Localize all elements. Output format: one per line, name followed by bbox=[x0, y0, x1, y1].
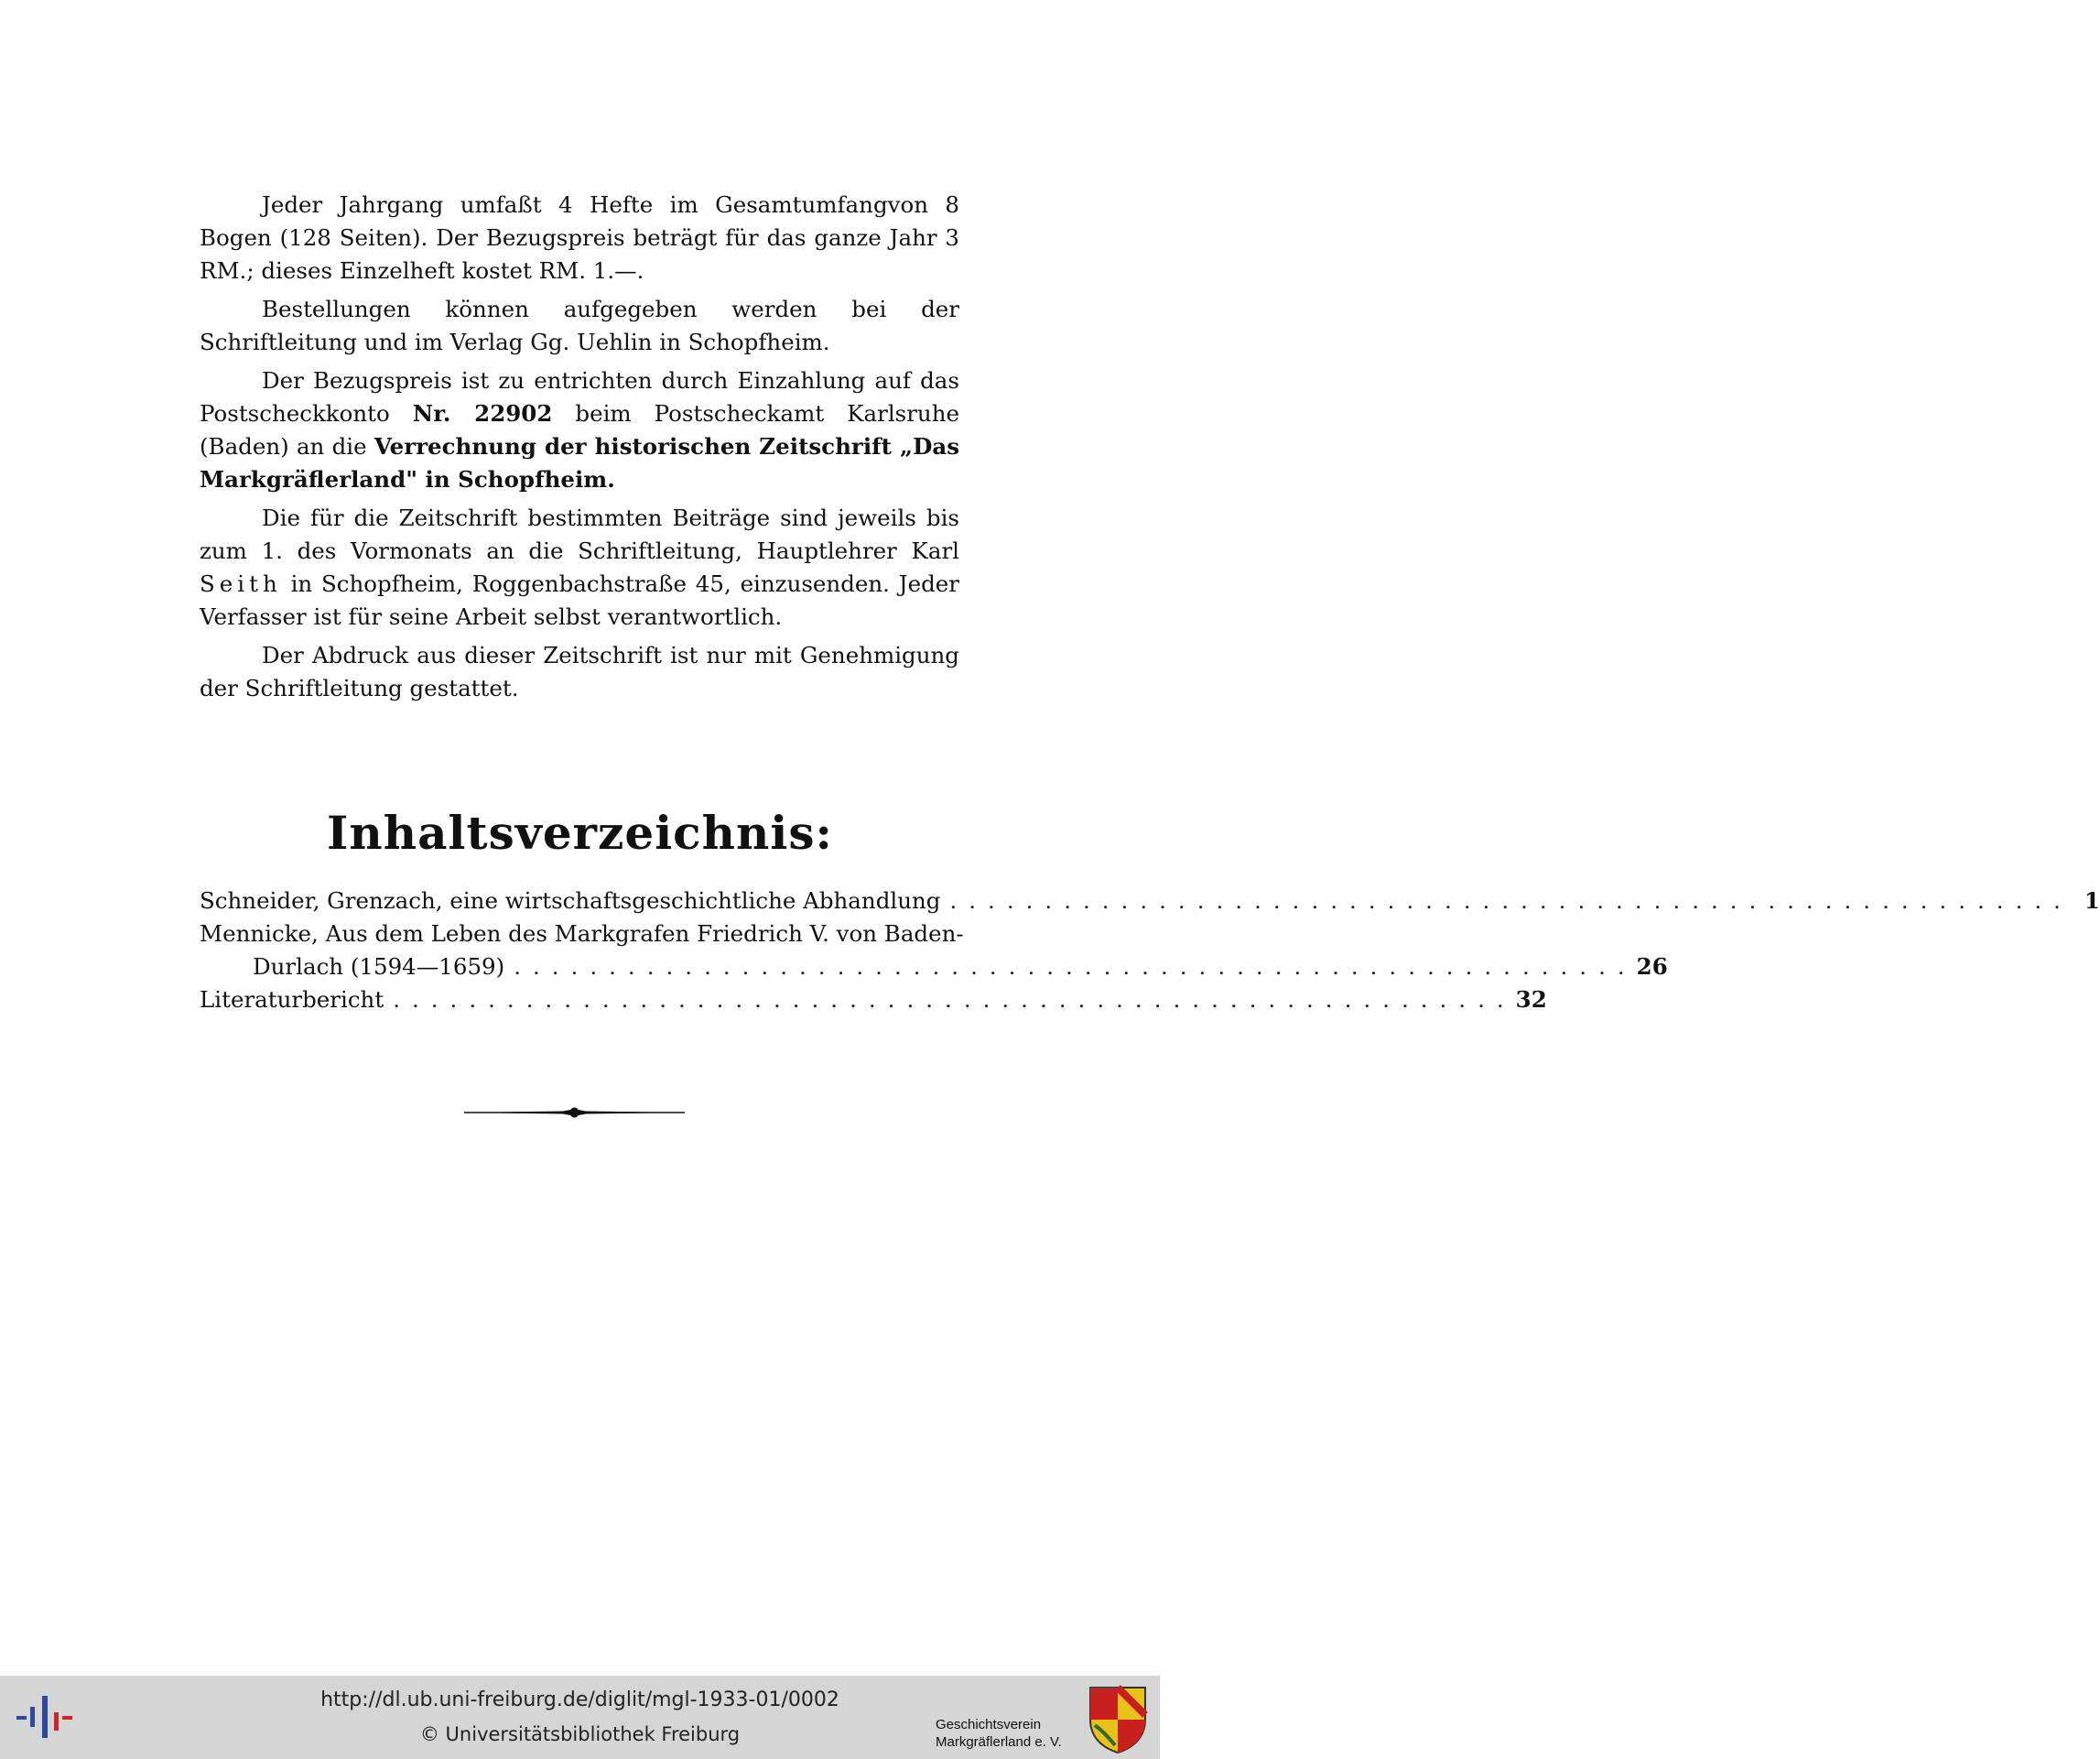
toc-entry-title: Mennicke, Aus dem Leben des Markgrafen Friedrich V. von Baden- bbox=[200, 920, 964, 947]
ornament-divider-icon bbox=[462, 1103, 687, 1122]
coat-of-arms-icon bbox=[1088, 1685, 1148, 1754]
toc-leader-dots: ........................................................... bbox=[949, 887, 2073, 914]
payment-text-a: Der Bezugspreis ist zu entrichten durch Einzahlung auf das Postscheckkonto bbox=[200, 367, 959, 427]
table-of-contents bbox=[200, 885, 2100, 1016]
society-name-line2: Markgräflerland e. V. bbox=[936, 1734, 1062, 1750]
toc-title: Inhaltsverzeichnis: bbox=[327, 806, 833, 860]
toc-entry bbox=[200, 983, 1547, 1016]
copyright-notice: © Universitätsbibliothek Freiburg bbox=[419, 1723, 741, 1745]
editor-name: Seith bbox=[200, 570, 282, 597]
paragraph-payment bbox=[200, 364, 959, 496]
contrib-text-b: in Schopfheim, Roggenbachstraße 45, einzusenden. Jeder Verfasser ist für seine Arbeit selbst verantwortlich. bbox=[200, 570, 959, 630]
footer-bar bbox=[0, 1676, 1160, 1759]
toc-leader-dots: ........................................................... bbox=[393, 986, 1516, 1013]
account-number: Nr. 22902 bbox=[412, 400, 553, 427]
toc-leader-dots: ........................................................... bbox=[514, 953, 1637, 980]
paragraph-contributions bbox=[200, 502, 959, 634]
toc-entry bbox=[200, 918, 964, 950]
permalink-url[interactable]: http://dl.ub.uni-freiburg.de/diglit/mgl-1933-01/0002 bbox=[320, 1688, 839, 1711]
toc-entry-title-cont: Durlach (1594—1659) bbox=[253, 953, 505, 980]
payment-text-b: beim Postscheckamt Karlsruhe (Baden) an die bbox=[200, 400, 959, 460]
imprint-text bbox=[200, 189, 959, 711]
contrib-text-a: Die für die Zeitschrift bestimmten Beiträge sind jeweils bis zum 1. des Vormonats an die Schriftleitung, Hauptlehrer Karl bbox=[200, 505, 959, 564]
society-name-line1: Geschichtsverein bbox=[936, 1717, 1042, 1732]
toc-entry-title: Schneider, Grenzach, eine wirtschaftsgeschichtliche Abhandlung bbox=[200, 887, 941, 914]
toc-entry-continuation bbox=[200, 950, 1668, 983]
toc-entry-page: 1 bbox=[2084, 887, 2100, 914]
paragraph-reprint: Der Abdruck aus dieser Zeitschrift ist nur mit Genehmigung der Schriftleitung gestattet. bbox=[200, 642, 959, 701]
toc-entry bbox=[200, 885, 2100, 918]
payee-name: Verrechnung der historischen Zeitschrift „Das Markgräflerland" in Schopfheim. bbox=[200, 433, 959, 493]
toc-entry-page: 26 bbox=[1636, 953, 1668, 980]
toc-entry-page: 32 bbox=[1515, 986, 1547, 1013]
toc-entry-title: Literaturbericht bbox=[200, 986, 384, 1013]
society-name bbox=[936, 1716, 1082, 1751]
paragraph-subscription: Jeder Jahrgang umfaßt 4 Hefte im Gesamtumfangvon 8 Bogen (128 Seiten). Der Bezugspreis beträgt für das ganze Jahr 3 RM.; dieses Einzelheft kostet RM. 1.—. bbox=[200, 191, 959, 284]
paragraph-orders: Bestellungen können aufgegeben werden bei der Schriftleitung und im Verlag Gg. Uehlin in Schopfheim. bbox=[200, 296, 959, 355]
